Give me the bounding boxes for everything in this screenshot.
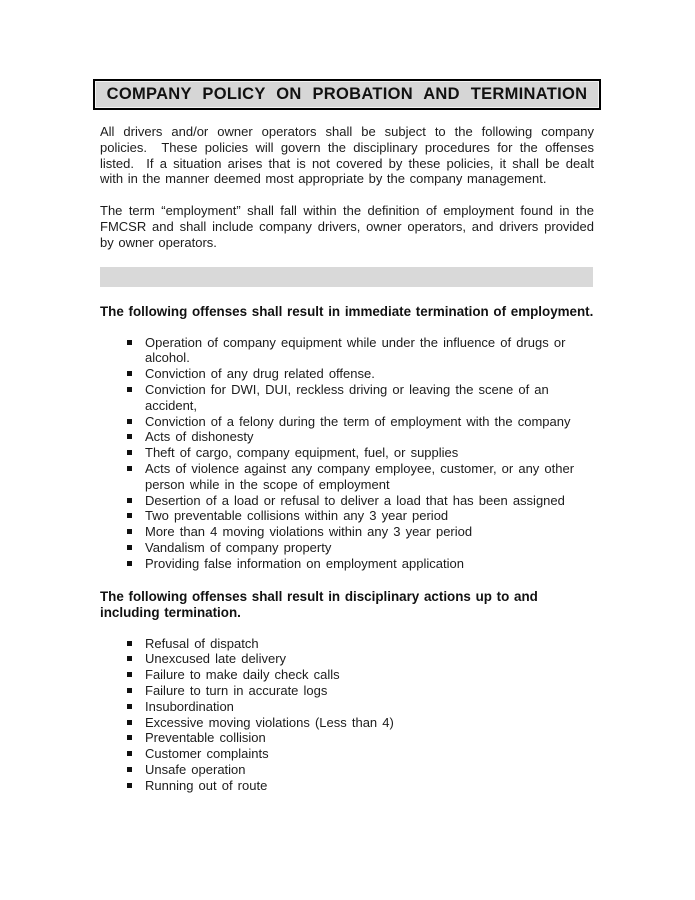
square-bullet-icon: [127, 767, 132, 772]
square-bullet-icon: [127, 672, 132, 677]
disciplinary-section-heading: The following offenses shall result in disciplinary actions up to and including termination.: [100, 588, 538, 620]
offense-list-item: [100, 366, 594, 382]
offense-text: Unsafe operation: [145, 761, 246, 777]
offense-text: Preventable collision: [145, 730, 266, 746]
offense-text: Conviction of a felony during the term of employment with the company: [145, 413, 571, 429]
intro-paragraph-1: All drivers and/or owner operators shall be subject to the following company policies. These policies will govern the disciplinary procedures for the offenses listed. If a situation arises that is not covered by these policies, it shall be dealt with in the manner deemed most appropriate by the company management.: [100, 124, 599, 187]
square-bullet-icon: [127, 450, 132, 455]
offense-list-item: [100, 414, 594, 430]
square-bullet-icon: [127, 704, 132, 709]
square-bullet-icon: [127, 371, 132, 376]
offense-list-item: [100, 429, 594, 445]
square-bullet-icon: [127, 545, 132, 550]
offense-text: Acts of violence against any company employee, customer, or any other person while in the scope of employment: [145, 460, 575, 492]
square-bullet-icon: [127, 656, 132, 661]
offense-list-item: [100, 335, 594, 367]
offense-list-item: [100, 524, 594, 540]
square-bullet-icon: [127, 513, 132, 518]
square-bullet-icon: [127, 688, 132, 693]
offense-list-item: [100, 382, 594, 414]
offense-text: Customer complaints: [145, 746, 269, 762]
disciplinary-offense-list: [100, 636, 594, 794]
offense-list-item: [100, 493, 594, 509]
offense-text: More than 4 moving violations within any 3 year period: [145, 524, 473, 540]
offense-text: Failure to turn in accurate logs: [145, 682, 328, 698]
offense-list-item: [100, 508, 594, 524]
offense-text: Unexcused late delivery: [145, 651, 287, 667]
document-title: COMPANY POLICY ON PROBATION AND TERMINATION: [106, 85, 588, 103]
square-bullet-icon: [127, 720, 132, 725]
square-bullet-icon: [127, 434, 132, 439]
offense-text: Vandalism of company property: [145, 539, 332, 555]
offense-text: Providing false information on employment application: [145, 555, 464, 571]
offense-list-item: [100, 651, 594, 667]
offense-list-item: [100, 762, 594, 778]
offense-list-item: [100, 778, 594, 794]
offense-text: Conviction for DWI, DUI, reckless driving or leaving the scene of an accident,: [145, 381, 549, 413]
offense-list-item: [100, 556, 594, 572]
offense-text: Two preventable collisions within any 3 year period: [145, 508, 449, 524]
square-bullet-icon: [127, 735, 132, 740]
offense-text: Theft of cargo, company equipment, fuel, or supplies: [145, 445, 459, 461]
square-bullet-icon: [127, 466, 132, 471]
square-bullet-icon: [127, 561, 132, 566]
offense-list-item: [100, 445, 594, 461]
offense-list-item: [100, 715, 594, 731]
square-bullet-icon: [127, 783, 132, 788]
termination-offense-list: [100, 335, 594, 572]
offense-text: Refusal of dispatch: [145, 635, 259, 651]
square-bullet-icon: [127, 340, 132, 345]
offense-text: Insubordination: [145, 698, 234, 714]
offense-list-item: [100, 683, 594, 699]
offense-text: Failure to make daily check calls: [145, 667, 340, 683]
square-bullet-icon: [127, 641, 132, 646]
offense-list-item: [100, 667, 594, 683]
square-bullet-icon: [127, 498, 132, 503]
offense-text: Acts of dishonesty: [145, 429, 254, 445]
offense-list-item: [100, 540, 594, 556]
offense-text: Conviction of any drug related offense.: [145, 366, 375, 382]
square-bullet-icon: [127, 419, 132, 424]
offense-text: Running out of route: [145, 777, 268, 793]
intro-paragraph-2: The term “employment” shall fall within the definition of employment found in the FMCSR and shall include company drivers, owner operators, and drivers provided by owner operators.: [100, 203, 599, 250]
offense-list-item: [100, 636, 594, 652]
termination-section-heading: The following offenses shall result in immediate termination of employment.: [100, 303, 594, 319]
section-divider-bar: [100, 267, 593, 287]
offense-list-item: [100, 746, 594, 762]
offense-text: Desertion of a load or refusal to deliver a load that has been assigned: [145, 492, 565, 508]
document-content: [100, 0, 599, 794]
offense-text: Operation of company equipment while under the influence of drugs or alcohol.: [145, 334, 566, 366]
document-title-box: [93, 79, 601, 110]
offense-list-item: [100, 699, 594, 715]
offense-list-item: [100, 461, 594, 493]
square-bullet-icon: [127, 751, 132, 756]
offense-text: Excessive moving violations (Less than 4): [145, 714, 394, 730]
square-bullet-icon: [127, 387, 132, 392]
offense-list-item: [100, 730, 594, 746]
square-bullet-icon: [127, 529, 132, 534]
